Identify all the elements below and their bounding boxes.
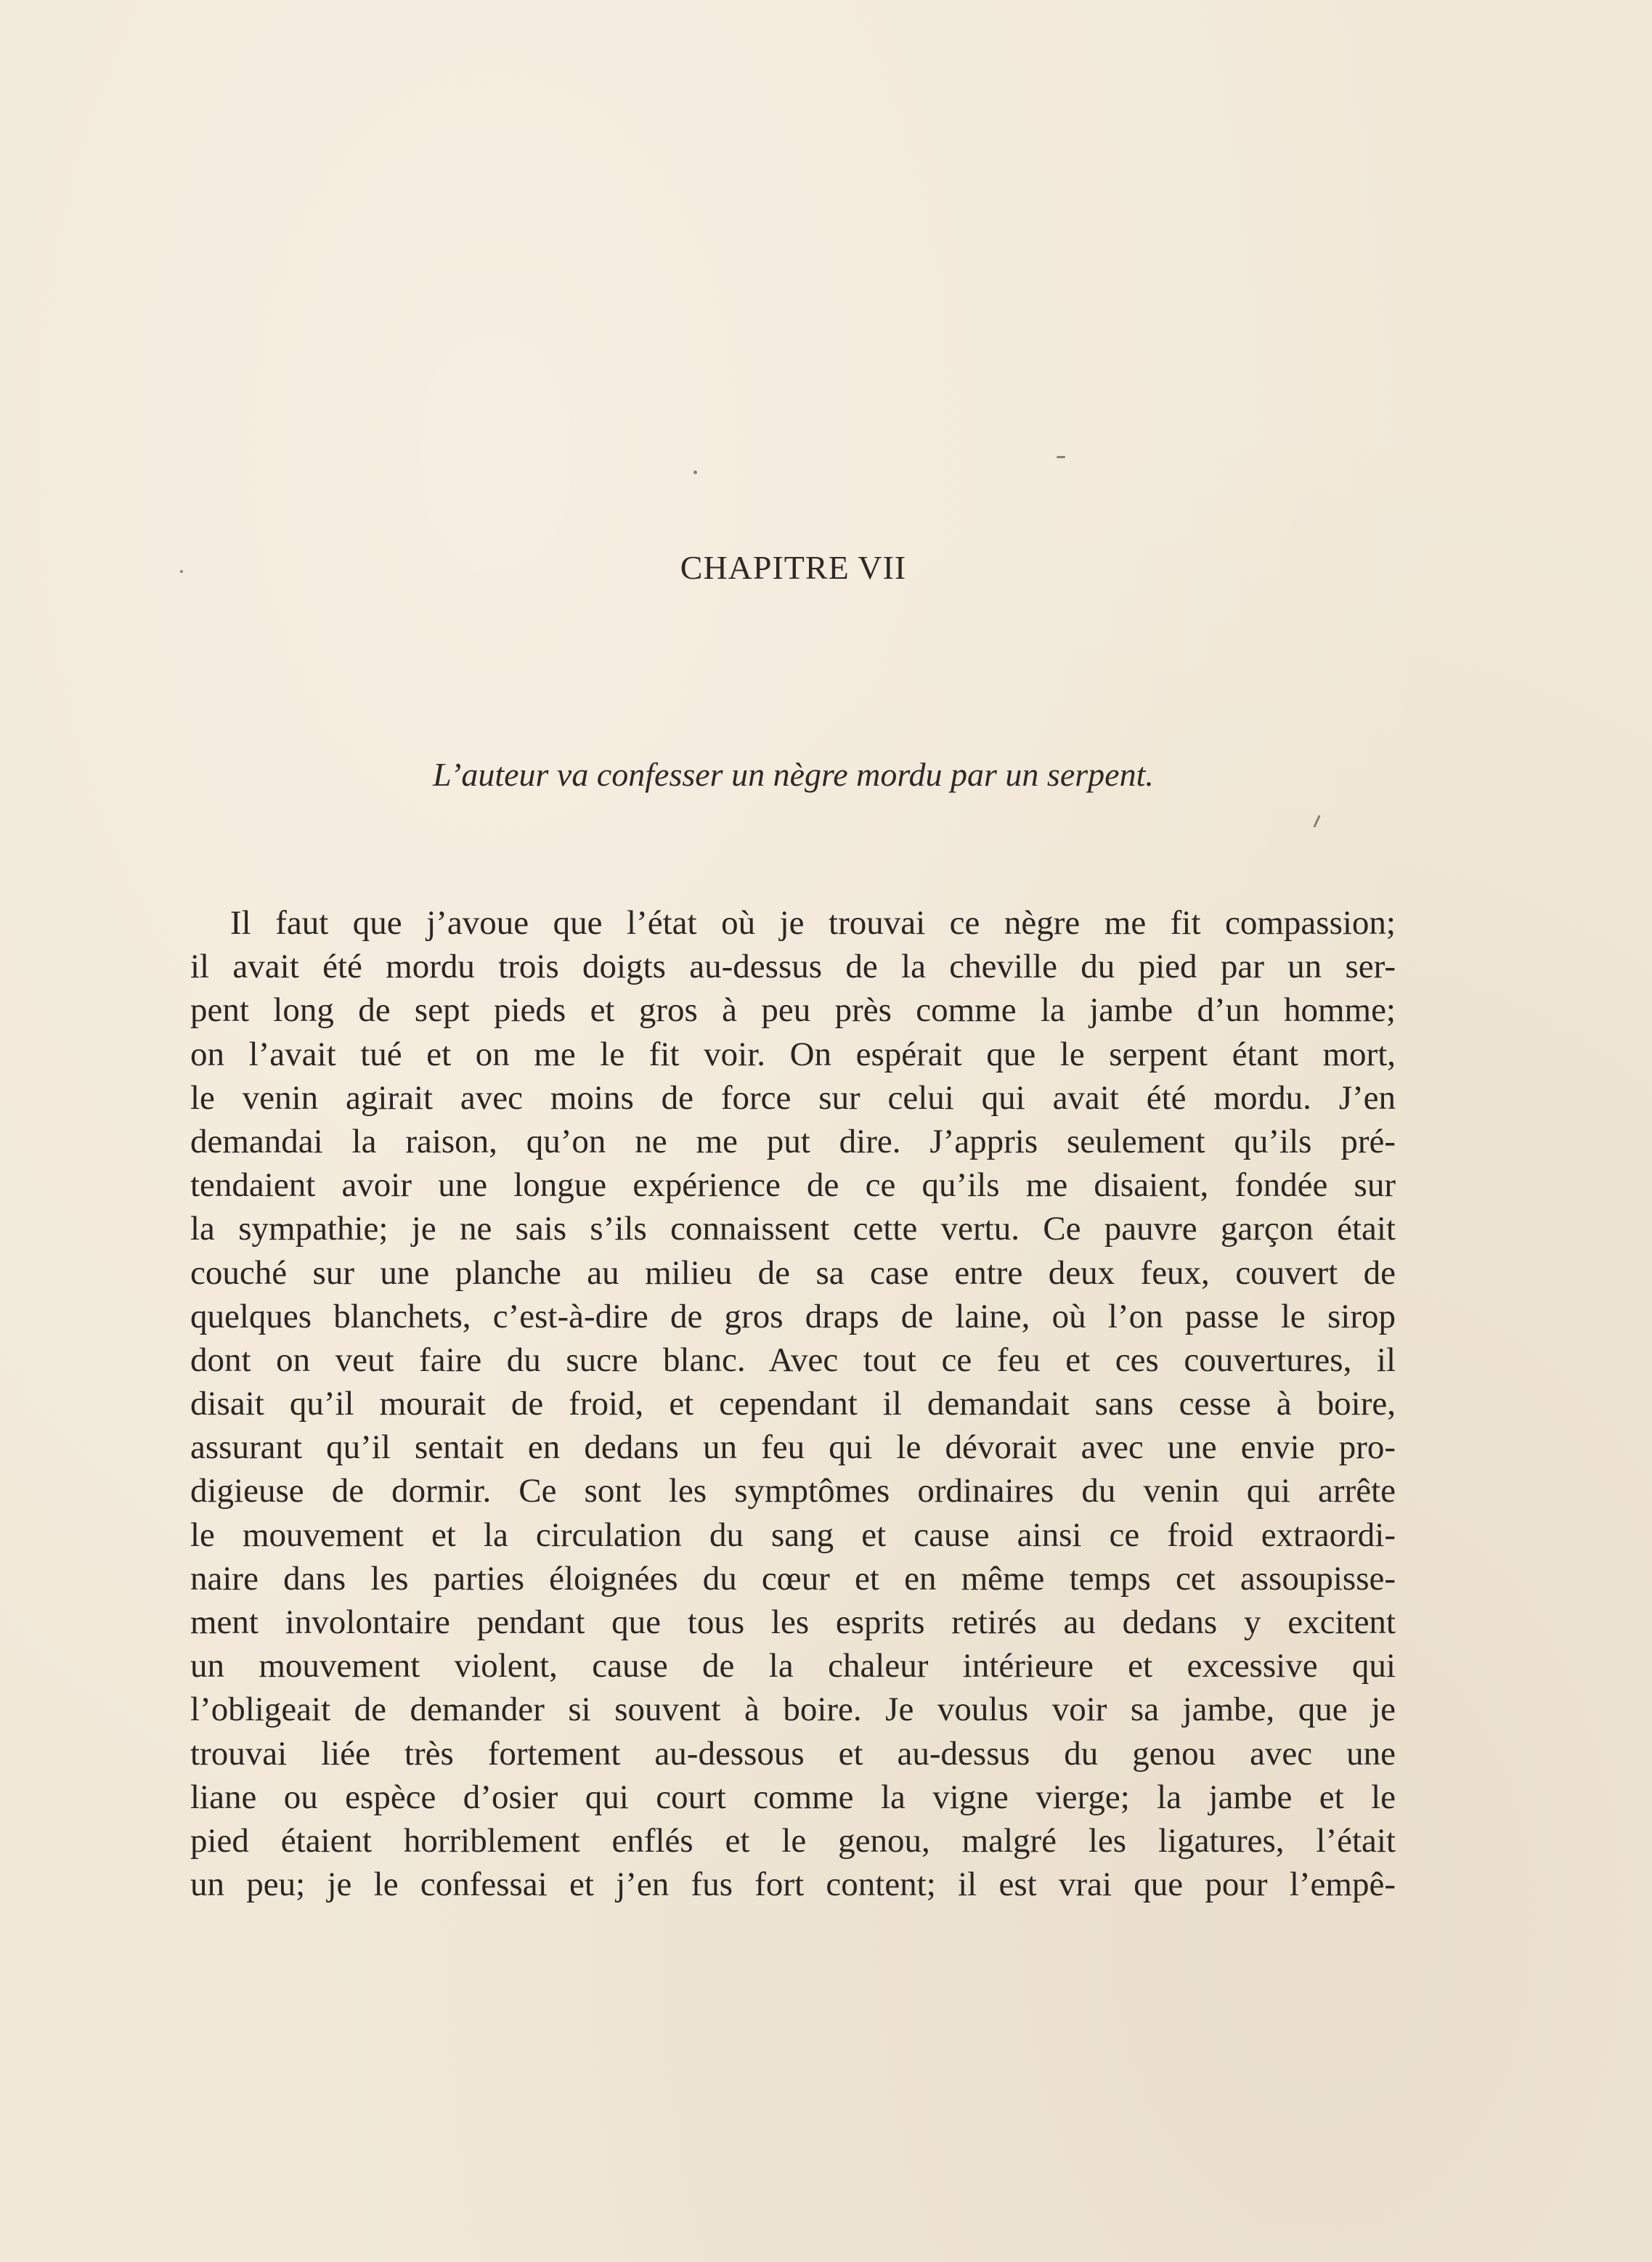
text-line: couché sur une planche au milieu de sa case entre deux feux, couvert de bbox=[190, 1253, 1396, 1292]
text-line: pied étaient horriblement enflés et le genou, malgré les ligatures, l’était bbox=[190, 1821, 1396, 1860]
chapter-title: CHAPITRE VII bbox=[680, 549, 907, 586]
text-line: tendaient avoir une longue expérience de ce qu’ils me disaient, fondée sur bbox=[190, 1166, 1396, 1205]
text-line: on l’avait tué et on me le fit voir. On espérait que le serpent étant mort, bbox=[190, 1035, 1396, 1073]
text-line: quelques blanchets, c’est-à-dire de gros draps de laine, où l’on passe le sirop bbox=[190, 1297, 1396, 1335]
text-line: le mouvement et la circulation du sang et cause ainsi ce froid extraordi- bbox=[190, 1516, 1396, 1554]
text-line: dont on veut faire du sucre blanc. Avec tout ce feu et ces couvertures, il bbox=[190, 1340, 1396, 1379]
text-line: trouvai liée très fortement au-dessous et au-dessus du genou avec une bbox=[190, 1734, 1396, 1773]
text-line: pent long de sept pieds et gros à peu près comme la jambe d’un homme; bbox=[190, 991, 1396, 1030]
text-line: ment involontaire pendant que tous les esprits retirés au dedans y excitent bbox=[190, 1603, 1396, 1641]
text-line: l’obligeait de demander si souvent à boire. Je voulus voir sa jambe, que je bbox=[190, 1691, 1396, 1729]
paper-speck bbox=[1057, 456, 1065, 458]
text-line: naire dans les parties éloignées du cœur et en même temps cet assoupisse- bbox=[190, 1559, 1396, 1598]
text-line: assurant qu’il sentait en dedans un feu qui le dévorait avec une envie pro- bbox=[190, 1428, 1396, 1467]
text-line: liane ou espèce d’osier qui court comme la vigne vierge; la jambe et le bbox=[190, 1778, 1396, 1816]
text-line: un mouvement violent, cause de la chaleur intérieure et excessive qui bbox=[190, 1647, 1396, 1685]
text-line: le venin agirait avec moins de force sur celui qui avait été mordu. J’en bbox=[190, 1078, 1396, 1117]
text-line: demandai la raison, qu’on ne me put dire. J’appris seulement qu’ils pré- bbox=[190, 1122, 1396, 1160]
text-line: la sympathie; je ne sais s’ils connaissent cette vertu. Ce pauvre garçon était bbox=[190, 1210, 1396, 1248]
paper-speck bbox=[1313, 815, 1320, 828]
text-line: digieuse de dormir. Ce sont les symptômes ordinaires du venin qui arrête bbox=[190, 1472, 1396, 1510]
body-paragraph bbox=[190, 901, 1396, 1906]
chapter-subtitle: L’auteur va confesser un nègre mordu par un serpent. bbox=[433, 756, 1154, 793]
text-line: un peu; je le confessai et j’en fus fort content; il est vrai que pour l’empê- bbox=[190, 1866, 1396, 1904]
paper-speck bbox=[693, 471, 697, 474]
text-line: il avait été mordu trois doigts au-dessus de la cheville du pied par un ser- bbox=[190, 948, 1396, 986]
text-line: disait qu’il mourait de froid, et cependant il demandait sans cesse à boire, bbox=[190, 1385, 1396, 1423]
text-line: Il faut que j’avoue que l’état où je trouvai ce nègre me fit compassion; bbox=[230, 904, 1396, 942]
